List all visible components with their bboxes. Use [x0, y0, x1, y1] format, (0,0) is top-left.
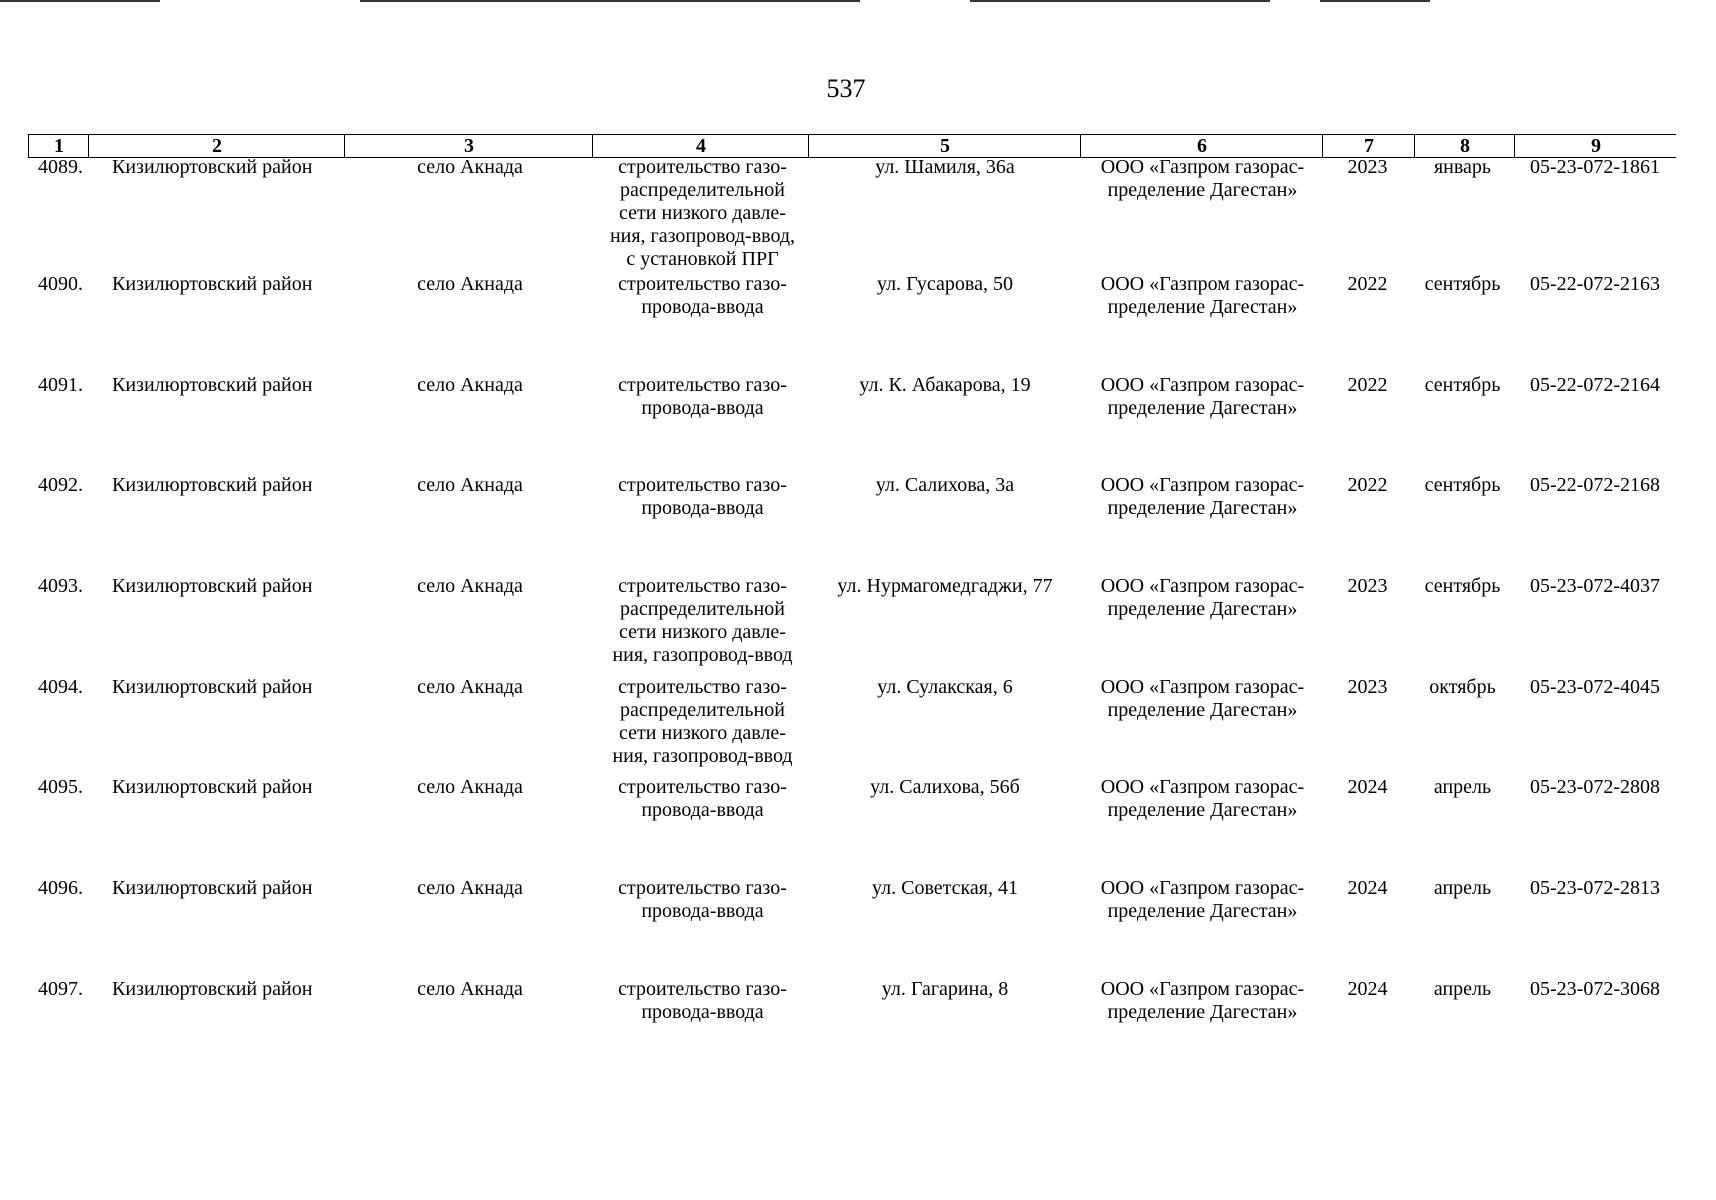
organization-cell: [1080, 877, 1325, 923]
locality-cell: село Акнада: [417, 474, 523, 496]
district-cell: Кизилюртовский район: [112, 575, 313, 597]
work-cell-line: строительство газо-: [618, 575, 787, 597]
work-cell-line: строительство газо-: [618, 676, 787, 698]
organization-cell-line: ООО «Газпром газорас-: [1100, 776, 1305, 798]
district-cell: Кизилюртовский район: [112, 374, 313, 396]
address-cell: ул. Салихова, 3а: [875, 474, 1015, 496]
work-cell: [595, 575, 810, 667]
organization-cell: [1080, 374, 1325, 420]
code-cell: 05-22-072-2164: [1530, 374, 1660, 396]
month-cell: апрель: [1433, 776, 1492, 798]
organization-cell-line: пределение Дагестан»: [1107, 799, 1298, 821]
work-cell: [595, 877, 810, 923]
locality-cell: село Акнада: [417, 273, 523, 295]
work-cell-line: сети низкого давле-: [619, 202, 786, 224]
work-cell-line: провода-ввода: [641, 900, 764, 922]
work-cell-line: строительство газо-: [618, 978, 787, 1000]
organization-cell: [1080, 156, 1325, 202]
header-cell: 3: [344, 135, 593, 157]
header-cell: 7: [1322, 135, 1415, 157]
address-cell: ул. Шамиля, 36а: [875, 156, 1015, 178]
row-number: 4089.: [38, 156, 83, 178]
locality-cell: село Акнада: [417, 877, 523, 899]
locality-cell: село Акнада: [417, 776, 523, 798]
header-cell: 8: [1414, 135, 1515, 157]
work-cell-line: строительство газо-: [618, 374, 787, 396]
organization-cell-line: ООО «Газпром газорас-: [1100, 156, 1305, 178]
work-cell-line: строительство газо-: [618, 776, 787, 798]
code-cell: 05-23-072-4037: [1530, 575, 1660, 597]
organization-cell: [1080, 474, 1325, 520]
address-cell: ул. Нурмагомедгаджи, 77: [837, 575, 1053, 597]
district-cell: Кизилюртовский район: [112, 776, 313, 798]
organization-cell-line: пределение Дагестан»: [1107, 598, 1298, 620]
month-cell: сентябрь: [1424, 575, 1501, 597]
month-cell: сентябрь: [1424, 374, 1501, 396]
table-header: [28, 134, 1676, 158]
year-cell: 2024: [1347, 877, 1388, 899]
work-cell: [595, 474, 810, 520]
locality-cell: село Акнада: [417, 575, 523, 597]
organization-cell-line: пределение Дагестан»: [1107, 296, 1298, 318]
row-number: 4094.: [38, 676, 83, 698]
district-cell: Кизилюртовский район: [112, 474, 313, 496]
locality-cell: село Акнада: [417, 978, 523, 1000]
district-cell: Кизилюртовский район: [112, 877, 313, 899]
page-number: 537: [826, 74, 866, 103]
code-cell: 05-23-072-2813: [1530, 877, 1660, 899]
locality-cell: село Акнада: [417, 374, 523, 396]
district-cell: Кизилюртовский район: [112, 156, 313, 178]
address-cell: ул. Сулакская, 6: [877, 676, 1013, 698]
year-cell: 2024: [1347, 978, 1388, 1000]
year-cell: 2023: [1347, 156, 1388, 178]
address-cell: ул. Гусарова, 50: [877, 273, 1013, 295]
organization-cell-line: пределение Дагестан»: [1107, 497, 1298, 519]
year-cell: 2022: [1347, 474, 1388, 496]
organization-cell-line: ООО «Газпром газорас-: [1100, 575, 1305, 597]
year-cell: 2023: [1347, 575, 1388, 597]
month-cell: апрель: [1433, 877, 1492, 899]
organization-cell: [1080, 676, 1325, 722]
organization-cell: [1080, 273, 1325, 319]
month-cell: октябрь: [1429, 676, 1496, 698]
address-cell: ул. Гагарина, 8: [881, 978, 1009, 1000]
organization-cell-line: пределение Дагестан»: [1107, 900, 1298, 922]
header-cell: 5: [808, 135, 1081, 157]
header-cell: 6: [1080, 135, 1323, 157]
header-cell: 9: [1514, 135, 1677, 157]
code-cell: 05-22-072-2168: [1530, 474, 1660, 496]
work-cell-line: строительство газо-: [618, 156, 787, 178]
work-cell-line: строительство газо-: [618, 877, 787, 899]
row-number: 4095.: [38, 776, 83, 798]
code-cell: 05-23-072-3068: [1530, 978, 1660, 1000]
work-cell: [595, 978, 810, 1024]
work-cell-line: распределительной: [620, 598, 785, 620]
organization-cell-line: ООО «Газпром газорас-: [1100, 676, 1305, 698]
district-cell: Кизилюртовский район: [112, 273, 313, 295]
work-cell: [595, 156, 810, 271]
work-cell: [595, 776, 810, 822]
code-cell: 05-22-072-2163: [1530, 273, 1660, 295]
row-number: 4096.: [38, 877, 83, 899]
organization-cell: [1080, 776, 1325, 822]
header-cell: 4: [592, 135, 809, 157]
work-cell: [595, 676, 810, 768]
organization-cell-line: ООО «Газпром газорас-: [1100, 374, 1305, 396]
organization-cell-line: ООО «Газпром газорас-: [1100, 877, 1305, 899]
address-cell: ул. Советская, 41: [872, 877, 1018, 899]
address-cell: ул. Салихова, 56б: [870, 776, 1020, 798]
organization-cell-line: ООО «Газпром газорас-: [1100, 273, 1305, 295]
month-cell: сентябрь: [1424, 474, 1501, 496]
month-cell: сентябрь: [1424, 273, 1501, 295]
organization-cell-line: ООО «Газпром газорас-: [1100, 978, 1305, 1000]
header-cell: 1: [28, 135, 89, 157]
locality-cell: село Акнада: [417, 676, 523, 698]
work-cell-line: провода-ввода: [641, 799, 764, 821]
row-number: 4093.: [38, 575, 83, 597]
work-cell-line: сети низкого давле-: [619, 722, 786, 744]
code-cell: 05-23-072-2808: [1530, 776, 1660, 798]
month-cell: апрель: [1433, 978, 1492, 1000]
month-cell: январь: [1433, 156, 1492, 178]
year-cell: 2022: [1347, 374, 1388, 396]
year-cell: 2023: [1347, 676, 1388, 698]
work-cell-line: распределительной: [620, 179, 785, 201]
work-cell-line: провода-ввода: [641, 397, 764, 419]
row-number: 4090.: [38, 273, 83, 295]
work-cell-line: ния, газопровод-ввод: [612, 745, 793, 767]
row-number: 4091.: [38, 374, 83, 396]
work-cell-line: ния, газопровод-ввод,: [609, 225, 796, 247]
work-cell-line: с установкой ПРГ: [626, 248, 779, 270]
work-cell-line: провода-ввода: [641, 1001, 764, 1023]
district-cell: Кизилюртовский район: [112, 978, 313, 1000]
work-cell: [595, 273, 810, 319]
row-number: 4097.: [38, 978, 83, 1000]
work-cell-line: ния, газопровод-ввод: [612, 644, 793, 666]
work-cell-line: сети низкого давле-: [619, 621, 786, 643]
code-cell: 05-23-072-4045: [1530, 676, 1660, 698]
work-cell-line: распределительной: [620, 699, 785, 721]
work-cell-line: строительство газо-: [618, 273, 787, 295]
address-cell: ул. К. Абакарова, 19: [859, 374, 1031, 396]
organization-cell-line: пределение Дагестан»: [1107, 1001, 1298, 1023]
organization-cell-line: пределение Дагестан»: [1107, 397, 1298, 419]
row-number: 4092.: [38, 474, 83, 496]
organization-cell: [1080, 978, 1325, 1024]
organization-cell-line: пределение Дагестан»: [1107, 699, 1298, 721]
scan-edge: [0, 0, 1716, 3]
work-cell-line: провода-ввода: [641, 296, 764, 318]
work-cell-line: строительство газо-: [618, 474, 787, 496]
work-cell-line: провода-ввода: [641, 497, 764, 519]
year-cell: 2022: [1347, 273, 1388, 295]
code-cell: 05-23-072-1861: [1530, 156, 1660, 178]
year-cell: 2024: [1347, 776, 1388, 798]
organization-cell-line: пределение Дагестан»: [1107, 179, 1298, 201]
header-cell: 2: [88, 135, 345, 157]
organization-cell: [1080, 575, 1325, 621]
district-cell: Кизилюртовский район: [112, 676, 313, 698]
locality-cell: село Акнада: [417, 156, 523, 178]
organization-cell-line: ООО «Газпром газорас-: [1100, 474, 1305, 496]
work-cell: [595, 374, 810, 420]
